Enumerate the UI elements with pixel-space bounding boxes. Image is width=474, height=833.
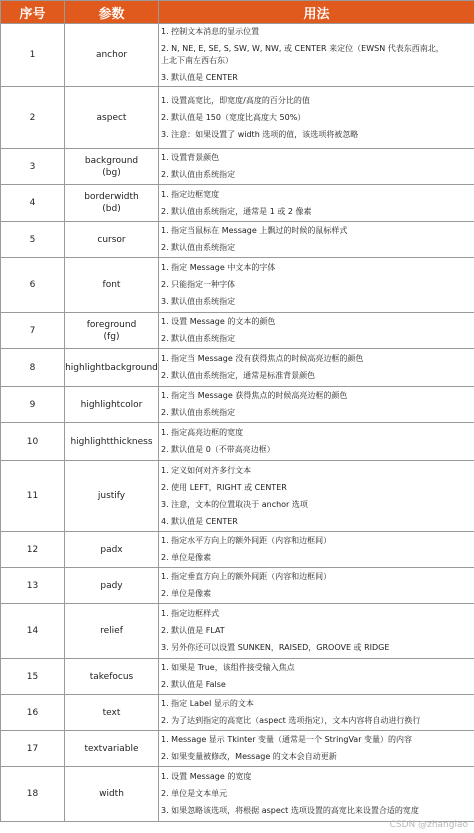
row-number: 15 <box>1 659 65 695</box>
usage-line: 2. 单位是像素 <box>161 553 212 562</box>
param-cell <box>65 767 159 822</box>
row-number: 12 <box>1 532 65 568</box>
table-row <box>1 149 474 185</box>
usage-line: 1. 指定当 Message 获得焦点的时候高亮边框的颜色 <box>161 391 348 400</box>
usage-line: 1. 指定 Message 中文本的字体 <box>161 263 276 272</box>
table-row <box>1 185 474 222</box>
usage-line: 2. 默认值由系统指定，通常是标准背景颜色 <box>161 371 316 380</box>
usage-cell <box>159 24 474 87</box>
usage-cell <box>159 349 474 387</box>
param-name: takefocus <box>89 671 134 682</box>
row-number: 16 <box>1 695 65 731</box>
usage-line: 2. 默认值是 150（宽度比高度大 50%） <box>161 112 306 122</box>
param-cell <box>65 731 159 767</box>
usage-line: 1. 控制文本消息的显示位置 <box>161 27 260 36</box>
param-cell <box>65 532 159 568</box>
table-row <box>1 423 474 461</box>
table-row <box>1 695 474 731</box>
param-cell <box>65 349 159 387</box>
usage-line: 2. 默认值由系统指定 <box>161 170 236 179</box>
param-cell <box>65 24 159 87</box>
usage-cell <box>159 695 474 731</box>
param-cell <box>65 461 159 532</box>
param-name: cursor <box>97 234 126 245</box>
row-number: 7 <box>1 313 65 349</box>
usage-cell <box>159 659 474 695</box>
table-row <box>1 24 474 87</box>
param-cell <box>65 695 159 731</box>
param-name: highlightthickness <box>70 436 153 447</box>
param-cell <box>65 659 159 695</box>
usage-cell <box>159 258 474 313</box>
table-row <box>1 659 474 695</box>
table-row <box>1 604 474 659</box>
param-name: textvariable <box>84 743 139 754</box>
usage-line: 2. 默认值由系统指定 <box>161 408 236 417</box>
usage-line: 1. 指定边框样式 <box>161 609 220 618</box>
row-number: 9 <box>1 387 65 423</box>
param-name: (bg) <box>102 167 121 178</box>
usage-line: 1. Message 显示 Tkinter 变量（通常是一个 StringVar 变量）的内容 <box>161 735 413 744</box>
param-name: justify <box>97 491 126 501</box>
usage-line: 2. 如果变量被修改，Message 的文本会自动更新 <box>161 752 337 761</box>
param-name: padx <box>100 544 123 555</box>
param-name: text <box>102 707 121 718</box>
param-name: font <box>102 280 121 290</box>
row-number: 1 <box>1 24 65 87</box>
table-row <box>1 387 474 423</box>
param-name: (bd) <box>102 204 121 214</box>
param-name: aspect <box>96 112 127 123</box>
usage-line: 1. 定义如何对齐多行文本 <box>161 465 252 475</box>
usage-cell <box>159 222 474 258</box>
usage-line: 1. 如果是 True，该组件接受输入焦点 <box>161 663 295 672</box>
usage-line: 3. 注意：如果设置了 width 选项的值，该选项将被忽略 <box>161 129 359 139</box>
usage-cell <box>159 731 474 767</box>
usage-line: 4. 默认值是 CENTER <box>161 516 238 526</box>
usage-cell <box>159 604 474 659</box>
usage-cell <box>159 461 474 532</box>
table-row <box>1 349 474 387</box>
usage-line: 3. 默认值由系统指定 <box>161 297 236 306</box>
usage-line: 1. 指定高亮边框的宽度 <box>161 428 244 437</box>
usage-cell <box>159 149 474 185</box>
row-number: 13 <box>1 568 65 604</box>
usage-line: 1. 指定 Label 显示的文本 <box>161 699 254 708</box>
row-number: 2 <box>1 87 65 149</box>
usage-line: 2. N, NE, E, SE, S, SW, W, NW, 或 CENTER 来定位（EWSN 代表东西南北， <box>161 44 444 53</box>
param-cell <box>65 149 159 185</box>
usage-line: 1. 设置 Message 的宽度 <box>161 772 252 781</box>
usage-line: 上北下南左西右东） <box>161 56 233 65</box>
row-number: 6 <box>1 258 65 313</box>
usage-line: 3. 默认值是 CENTER <box>161 73 238 82</box>
usage-cell <box>159 313 474 349</box>
usage-line: 2. 单位是文本单元 <box>161 789 228 798</box>
table-row <box>1 313 474 349</box>
row-number: 4 <box>1 185 65 222</box>
usage-cell <box>159 387 474 423</box>
usage-line: 2. 默认值是 FLAT <box>161 626 225 635</box>
row-number: 17 <box>1 731 65 767</box>
row-number: 3 <box>1 149 65 185</box>
table-row <box>1 461 474 532</box>
row-number: 5 <box>1 222 65 258</box>
usage-line: 1. 指定水平方向上的额外间距（内容和边框间） <box>161 536 332 545</box>
watermark: CSDN @zhanglao <box>389 820 468 830</box>
param-cell <box>65 423 159 461</box>
row-number: 18 <box>1 767 65 822</box>
row-number: 11 <box>1 461 65 532</box>
usage-line: 1. 设置高宽比，即宽度/高度的百分比的值 <box>161 95 310 105</box>
param-name: relief <box>100 626 123 636</box>
param-name: pady <box>100 580 123 591</box>
usage-cell <box>159 423 474 461</box>
param-cell <box>65 568 159 604</box>
usage-cell <box>159 767 474 822</box>
table-row <box>1 87 474 149</box>
param-name: foreground <box>86 319 137 330</box>
usage-cell <box>159 185 474 222</box>
table-header-row <box>1 1 474 24</box>
row-number: 10 <box>1 423 65 461</box>
usage-line: 3. 另外你还可以设置 SUNKEN，RAISED，GROOVE 或 RIDGE <box>161 643 390 652</box>
table-row <box>1 568 474 604</box>
param-cell <box>65 604 159 659</box>
usage-line: 3. 如果忽略该选项，将根据 aspect 选项设置的高宽比来设置合适的宽度 <box>161 806 419 815</box>
usage-line: 1. 设置背景颜色 <box>161 153 220 162</box>
usage-cell <box>159 532 474 568</box>
param-name: width <box>99 789 124 799</box>
usage-line: 2. 单位是像素 <box>161 589 212 598</box>
param-name: anchor <box>95 50 128 60</box>
param-name: background <box>84 155 139 166</box>
usage-line: 2. 为了达到指定的高宽比（aspect 选项指定），文本内容将自动进行换行 <box>161 716 421 725</box>
param-cell <box>65 87 159 149</box>
usage-line: 2. 默认值由系统指定 <box>161 243 236 252</box>
table-row <box>1 731 474 767</box>
row-number: 14 <box>1 604 65 659</box>
param-cell <box>65 313 159 349</box>
table-row <box>1 222 474 258</box>
usage-line: 2. 默认值是 False <box>161 680 226 689</box>
header-usage: 用法 <box>159 1 474 24</box>
param-name: borderwidth <box>84 192 139 202</box>
param-cell <box>65 258 159 313</box>
param-cell <box>65 185 159 222</box>
usage-line: 2. 只能指定一种字体 <box>161 280 236 289</box>
usage-line: 1. 指定垂直方向上的额外间距（内容和边框间） <box>161 572 332 581</box>
header-param: 参数 <box>65 1 159 24</box>
table-row <box>1 258 474 313</box>
usage-line: 1. 指定当 Message 没有获得焦点的时候高亮边框的颜色 <box>161 354 364 363</box>
param-cell <box>65 222 159 258</box>
row-number: 8 <box>1 349 65 387</box>
header-num: 序号 <box>1 1 65 24</box>
usage-line: 2. 默认值是 0（不带高亮边框） <box>161 445 275 454</box>
param-name: (fg) <box>103 331 120 342</box>
usage-cell <box>159 568 474 604</box>
table-row <box>1 767 474 822</box>
param-name: highlightcolor <box>80 399 143 410</box>
usage-cell <box>159 87 474 149</box>
usage-line: 1. 指定当鼠标在 Message 上飘过的时候的鼠标样式 <box>161 226 348 235</box>
usage-line: 3. 注意，文本的位置取决于 anchor 选项 <box>161 499 308 509</box>
param-cell <box>65 387 159 423</box>
table-row <box>1 532 474 568</box>
usage-line: 2. 默认值由系统指定 <box>161 334 236 343</box>
usage-line: 2. 默认值由系统指定，通常是 1 或 2 像素 <box>161 206 312 216</box>
usage-line: 1. 指定边框宽度 <box>161 189 220 199</box>
usage-line: 1. 设置 Message 的文本的颜色 <box>161 317 276 326</box>
param-name: highlightbackground <box>65 362 158 373</box>
usage-line: 2. 使用 LEFT，RIGHT 或 CENTER <box>161 482 287 492</box>
